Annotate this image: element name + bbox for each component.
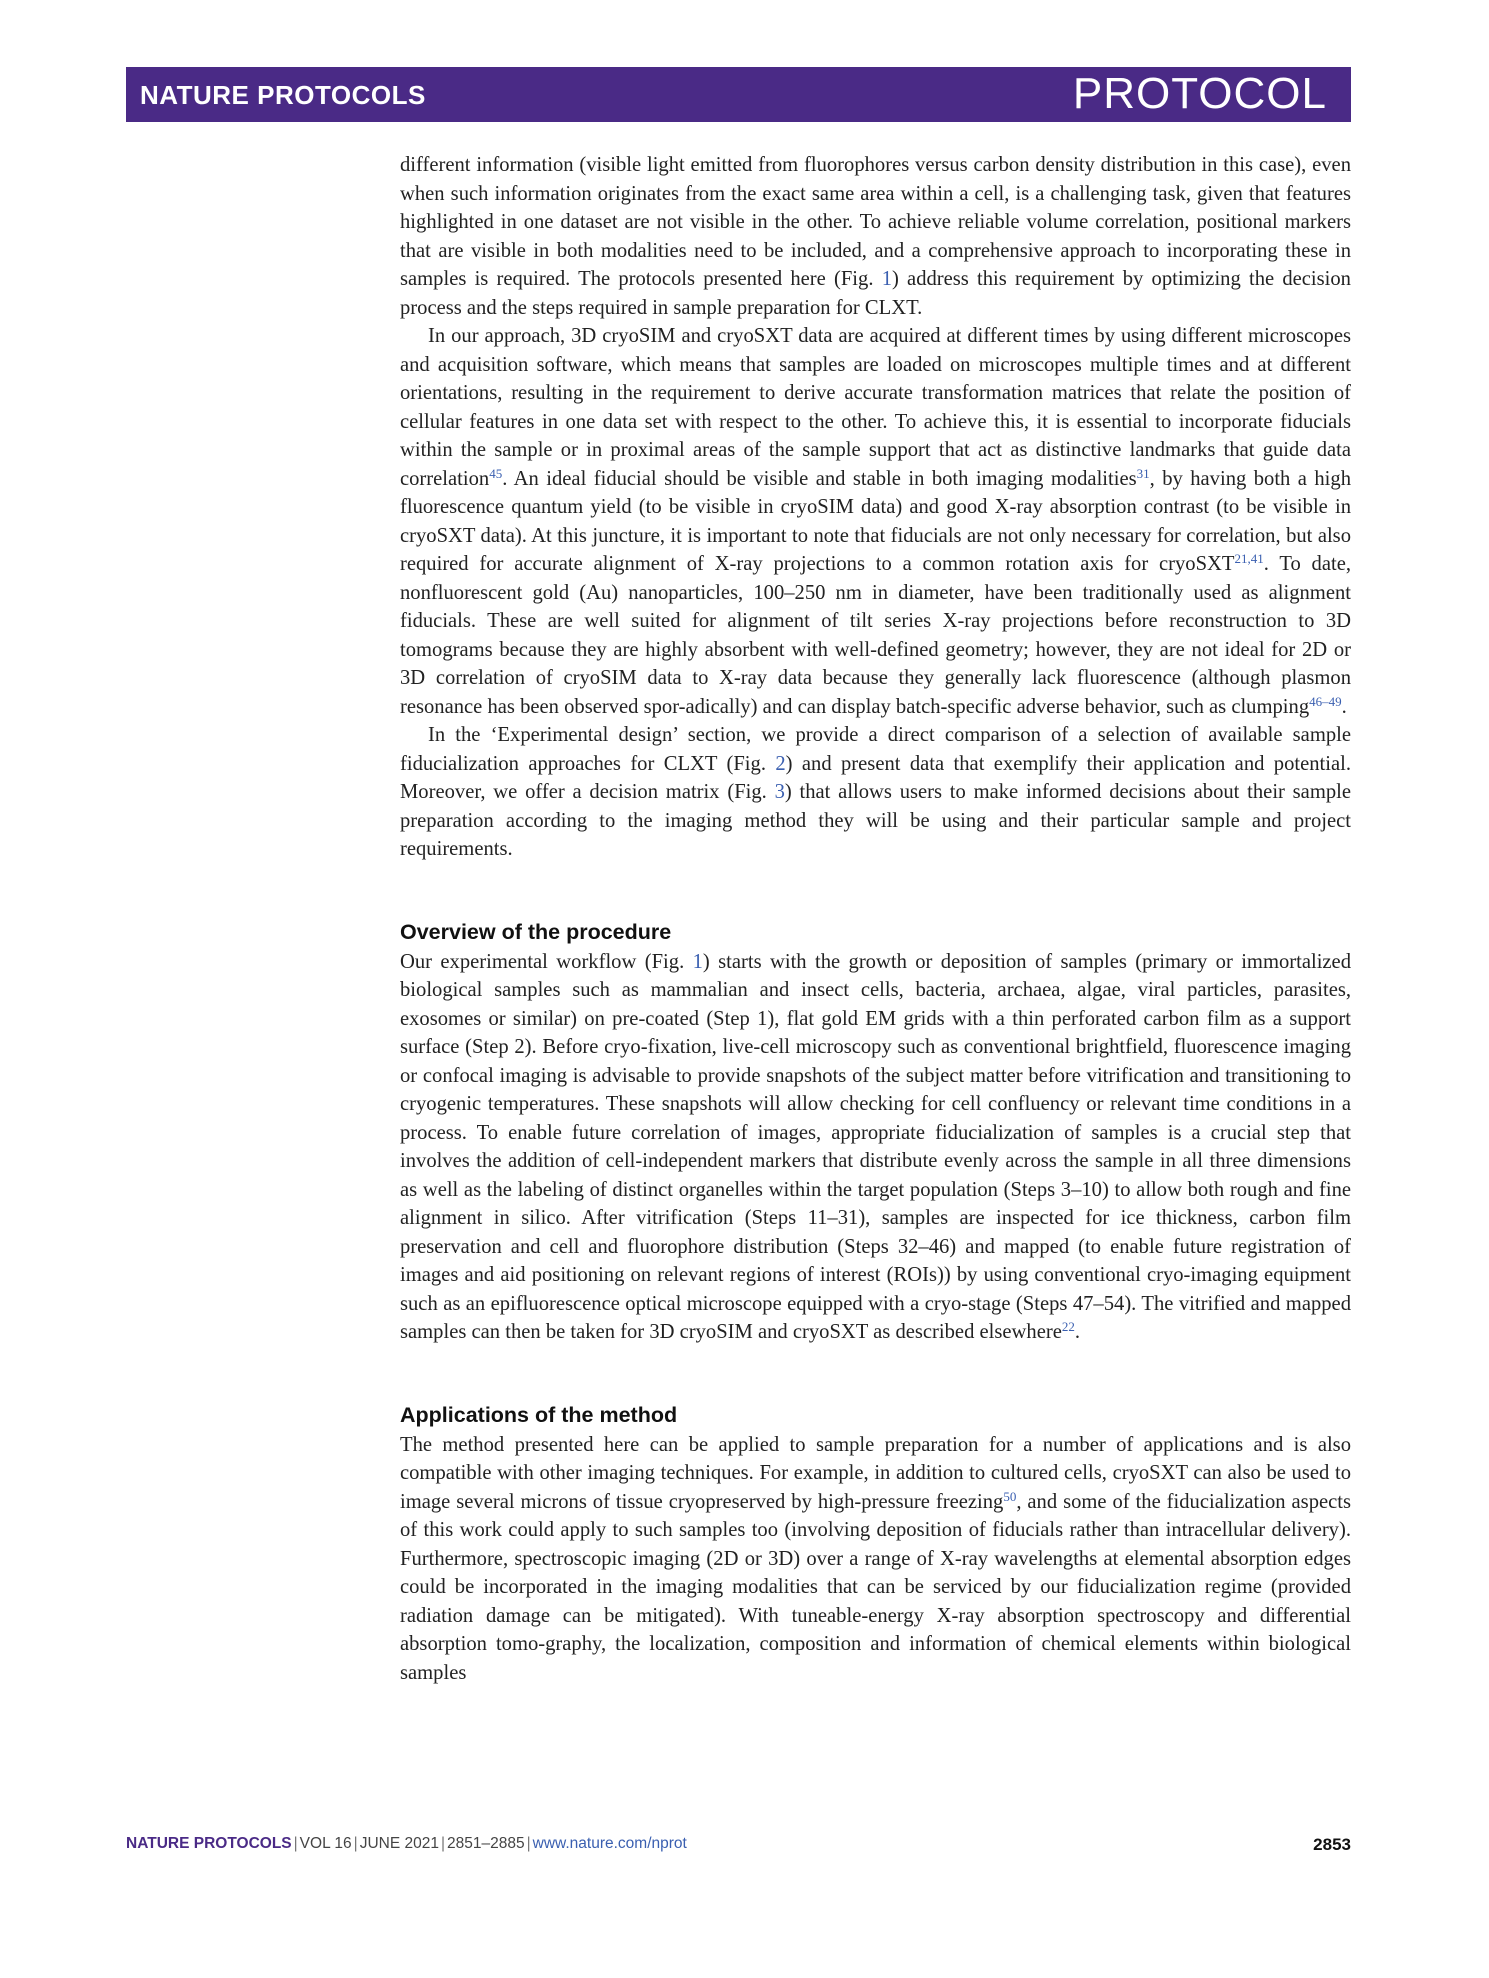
footer-journal-name: NATURE PROTOCOLS bbox=[126, 1835, 292, 1852]
article-type-label: PROTOCOL bbox=[1072, 69, 1327, 118]
citation-link[interactable]: 46–49 bbox=[1309, 693, 1342, 709]
journal-header-bar bbox=[126, 67, 1351, 122]
journal-name: NATURE PROTOCOLS bbox=[140, 80, 426, 110]
body-paragraph-5: The method presented here can be applied to sample preparation for a number of applications and is also compatible with other imaging techniques. For example, in addition to cultured cells, cryoSXT can also be used to image several microns of tissue cryopreserved by high-pressure freezing$^{50}$, and some of the fiducialization aspects of this work could apply to such samples too (involving deposition of fiducials rather than intracellular delivery). Furthermore, spectroscopic imaging (2D or 3D) over a range of X-ray wavelengths at elemental absorption edges could be incorporated in the imaging modalities that can be serviced by our fiducialization regime (provided radiation damage can be mitigated). With tuneable-energy X-ray absorption spectroscopy and differential absorption tomo-graphy, the localization, composition and information of chemical elements within biological samples bbox=[400, 1433, 1352, 1684]
figure-link[interactable]: 3 bbox=[774, 781, 785, 803]
article-body bbox=[400, 151, 1351, 1687]
figure-link[interactable]: 1 bbox=[692, 950, 703, 973]
footer-pages: 2851–2885 bbox=[447, 1835, 525, 1852]
section-heading-applications: Applications of the method bbox=[400, 1402, 678, 1427]
citation-link[interactable]: 21,41 bbox=[1234, 551, 1264, 566]
page-footer bbox=[126, 1835, 1351, 1853]
figure-link[interactable]: 1 bbox=[881, 268, 892, 290]
footer-url-link[interactable]: www.nature.com/nprot bbox=[532, 1835, 687, 1852]
footer-separator: | bbox=[353, 1835, 358, 1852]
body-paragraph-1: different information (visible light emitted from fluorophores versus carbon density distribution in this case), even when such information originates from the exact same area within a cell, is a challenging task, given that features highlighted in one dataset are not visible in the other. To achieve reliable volume correlation, positional markers that are visible in both modalities need to be included, and a comprehensive approach to incorporating these in samples is required. The protocols presented here (Fig. 1) address this requirement by optimizing the decision process and the steps required in sample preparation for CLXT. bbox=[400, 154, 1351, 319]
body-paragraph-4: Our experimental workflow (Fig. 1) starts with the growth or deposition of samples (primary or immortalized biological samples such as mammalian and insect cells, bacteria, archaea, algae, viral particles, parasites, exosomes or similar) on pre-coated (Step 1), flat gold EM grids with a thin perforated carbon film as a support surface (Step 2). Before cryo-fixation, live-cell microscopy such as conventional brightfield, fluorescence imaging or confocal imaging is advisable to provide snapshots of the subject matter before vitrification and transitioning to cryogenic temperatures. These snapshots will allow checking for cell confluency or relevant time conditions in a process. To enable future correlation of images, appropriate fiducialization of samples is a crucial step that involves the addition of cell-independent markers that distribute evenly across the sample in all three dimensions as well as the labeling of distinct organelles within the target population (Steps 3–10) to allow both rough and fine alignment in silico. After vitrification (Steps 11–31), samples are inspected for ice thickness, carbon film preservation and cell and fluorophore distribution (Steps 32–46) and mapped (to enable future registration of images and aid positioning on relevant regions of interest (ROIs)) by using conventional cryo-imaging equipment such as an epifluorescence optical microscope equipped with a cryo-stage (Steps 47–54). The vitrified and mapped samples can then be taken for 3D cryoSIM and cryoSXT as described elsewhere$^{22}$. bbox=[400, 950, 1351, 1343]
body-paragraph-2: In our approach, 3D cryoSIM and cryoSXT data are acquired at different times by using different microscopes and acquisition software, which means that samples are loaded on microscopes multiple times and at different orientations, resulting in the requirement to derive accurate transformation matrices that relate the position of cellular features in one data set with respect to the other. To achieve this, it is essential to incorporate fiducials within the sample or in proximal areas of the sample support that act as distinctive landmarks that guide data correlation$^{45}$. An ideal fiducial should be visible and stable in both imaging modalities$^{31}$, by having both a high fluorescence quantum yield (to be visible in cryoSIM data) and good X-ray absorption contrast (to be visible in cryoSXT data). At this juncture, it is important to note that fiducials are not only necessary for correlation, but also required for accurate alignment of X-ray projections to a common rotation axis for cryoSXT$^{21,41}$. To date, nonfluorescent gold (Au) nanoparticles, 100–250 nm in diameter, have been traditionally used as alignment fiducials. These are well suited for alignment of tilt series X-ray projections before reconstruction to 3D tomograms because they are highly absorbent with well-defined geometry; however, they are not ideal for 2D or 3D correlation of cryoSIM data to X-ray data because they generally lack fluorescence (although plasmon resonance has been observed spor-adically) and can display batch-specific adverse behavior, such as clumping$^{46-49}$. bbox=[400, 325, 1351, 718]
figure-link[interactable]: 2 bbox=[775, 752, 786, 775]
footer-separator: | bbox=[293, 1835, 298, 1852]
citation-link[interactable]: 45 bbox=[489, 465, 503, 481]
citation-link[interactable]: 31 bbox=[1136, 465, 1150, 481]
footer-volume: VOL 16 bbox=[299, 1835, 352, 1852]
body-paragraph-3: In the ‘Experimental design’ section, we provide a direct comparison of a selection of available sample fiducialization approaches for CLXT (Fig. 2) and present data that exemplify their application and potential. Moreover, we offer a decision matrix (Fig. 3) that allows users to make informed decisions about their sample preparation according to the imaging method they will be using and their particular sample and project requirements. bbox=[400, 724, 1352, 860]
section-heading-overview: Overview of the procedure bbox=[400, 919, 672, 944]
citation-link[interactable]: 22 bbox=[1061, 1319, 1075, 1334]
footer-date: JUNE 2021 bbox=[359, 1835, 439, 1852]
page-number: 2853 bbox=[1313, 1835, 1351, 1854]
citation-link[interactable]: 50 bbox=[1003, 1488, 1017, 1504]
footer-separator: | bbox=[440, 1835, 445, 1852]
footer-separator: | bbox=[526, 1835, 531, 1852]
